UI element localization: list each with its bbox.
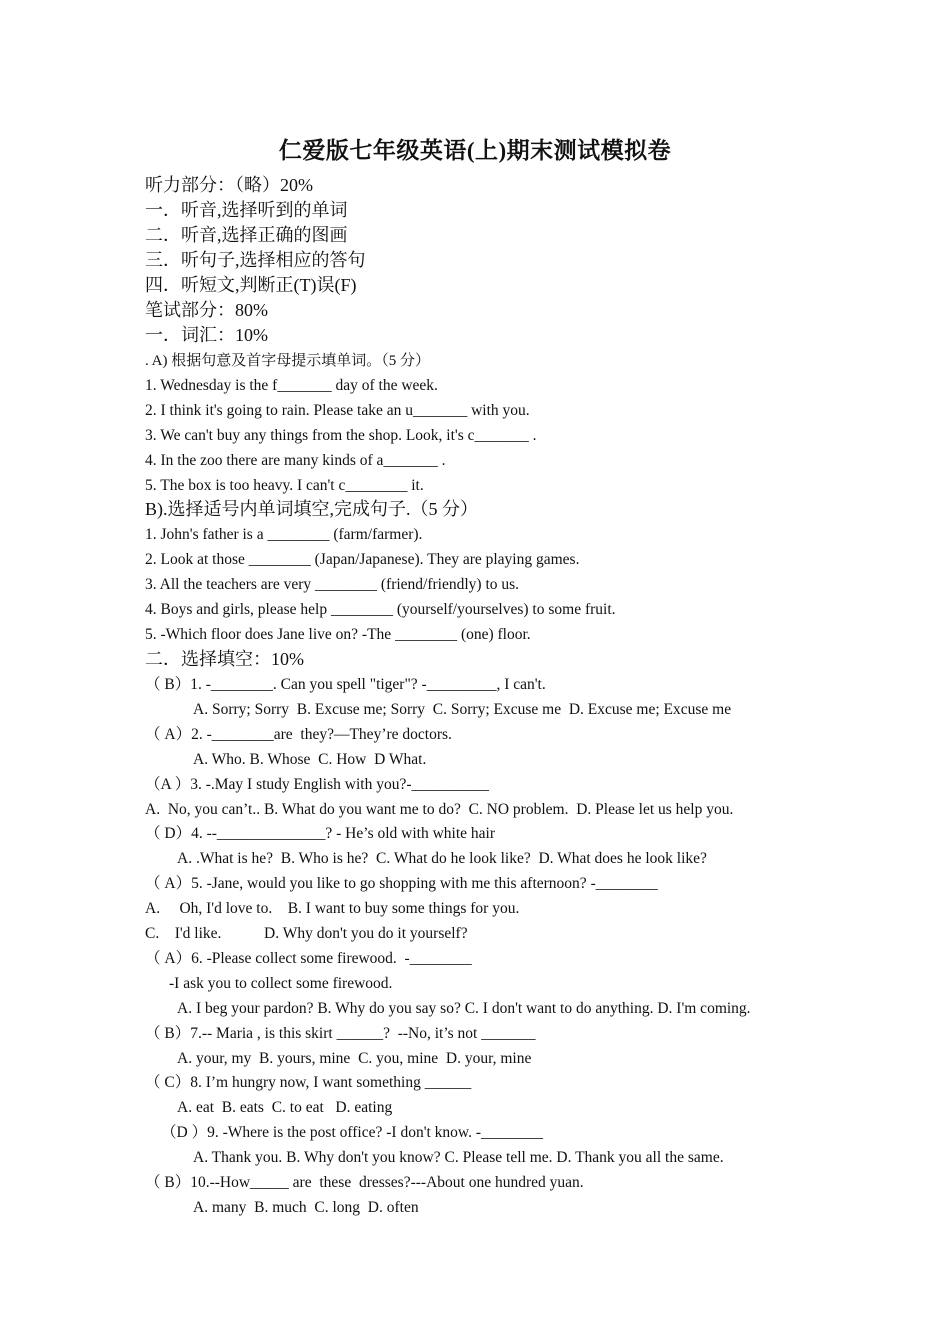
vocab-a-item: 2. I think it's going to rain. Please take an u_______ with you. bbox=[145, 402, 530, 419]
choice-question: （ A）6. -Please collect some firewood. -________ bbox=[145, 950, 472, 967]
choice-options: A. No, you can’t.. B. What do you want me to do? C. NO problem. D. Please let us help you. bbox=[145, 801, 734, 818]
section-listening: 听力部分：（略）20% bbox=[145, 175, 313, 195]
choice-question-line: -I ask you to collect some firewood. bbox=[169, 975, 393, 992]
listening-part-2: 二．听音,选择正确的图画 bbox=[145, 225, 348, 245]
vocab-a-instructions: . A) 根据句意及首字母提示填单词。（5 分） bbox=[145, 353, 431, 369]
vocab-b-item: 1. John's father is a ________ (farm/farmer). bbox=[145, 526, 423, 543]
vocab-b-item: 4. Boys and girls, please help ________ (yourself/yourselves) to some fruit. bbox=[145, 601, 616, 618]
vocab-b-instructions: B).选择适号内单词填空,完成句子.（5 分） bbox=[145, 499, 478, 519]
choice-question: （ B）7.-- Maria , is this skirt ______? --No, it’s not _______ bbox=[145, 1025, 536, 1042]
vocab-a-item: 1. Wednesday is the f_______ day of the week. bbox=[145, 377, 438, 394]
choice-question: （D ）9. -Where is the post office? -I don't know. -________ bbox=[161, 1124, 544, 1141]
vocab-heading: 一．词汇：10% bbox=[145, 325, 268, 345]
vocab-a-item: 4. In the zoo there are many kinds of a_______ . bbox=[145, 452, 446, 469]
document-title: 仁爱版七年级英语(上)期末测试模拟卷 bbox=[278, 138, 672, 163]
choice-question: （ D）4. --______________? - He’s old with white hair bbox=[145, 825, 495, 842]
choice-question: （ B）10.--How_____ are these dresses?---About one hundred yuan. bbox=[145, 1174, 584, 1191]
choice-options: A. Sorry; Sorry B. Excuse me; Sorry C. Sorry; Excuse me D. Excuse me; Excuse me bbox=[193, 701, 732, 718]
choice-options: A. Who. B. Whose C. How D What. bbox=[193, 751, 427, 768]
choice-options: A. I beg your pardon? B. Why do you say so? C. I don't want to do anything. D. I'm coming. bbox=[177, 1000, 751, 1017]
vocab-b-item: 2. Look at those ________ (Japan/Japanese). They are playing games. bbox=[145, 551, 580, 568]
listening-part-4: 四．听短文,判断正(T)误(F) bbox=[145, 275, 357, 295]
section-written: 笔试部分：80% bbox=[145, 300, 268, 320]
choice-options: A. Thank you. B. Why don't you know? C. Please tell me. D. Thank you all the same. bbox=[193, 1149, 724, 1166]
choice-question: （ A）2. -________are they?—They’re doctors. bbox=[145, 726, 452, 743]
choice-options: C. I'd like. D. Why don't you do it yourself? bbox=[145, 925, 468, 942]
vocab-a-item: 5. The box is too heavy. I can't c________ it. bbox=[145, 477, 424, 494]
choice-options: A. Oh, I'd love to. B. I want to buy some things for you. bbox=[145, 900, 520, 917]
choice-heading: 二．选择填空：10% bbox=[145, 649, 304, 669]
choice-options: A. eat B. eats C. to eat D. eating bbox=[177, 1099, 393, 1116]
choice-options: A. many B. much C. long D. often bbox=[193, 1199, 419, 1216]
vocab-b-item: 3. All the teachers are very ________ (friend/friendly) to us. bbox=[145, 576, 520, 593]
choice-options: A. .What is he? B. Who is he? C. What do he look like? D. What does he look like? bbox=[177, 850, 707, 867]
choice-options: A. your, my B. yours, mine C. you, mine D. your, mine bbox=[177, 1050, 532, 1067]
listening-part-3: 三．听句子,选择相应的答句 bbox=[145, 250, 366, 270]
choice-question: （ B）1. -________. Can you spell "tiger"? -_________, I can't. bbox=[145, 676, 546, 693]
choice-question: （A ）3. -.May I study English with you?-__________ bbox=[145, 776, 489, 793]
vocab-a-item: 3. We can't buy any things from the shop. Look, it's c_______ . bbox=[145, 427, 537, 444]
choice-question: （ C）8. I’m hungry now, I want something ______ bbox=[145, 1074, 472, 1091]
choice-question: （ A）5. -Jane, would you like to go shopping with me this afternoon? -________ bbox=[145, 875, 658, 892]
listening-part-1: 一．听音,选择听到的单词 bbox=[145, 200, 348, 220]
vocab-b-item: 5. -Which floor does Jane live on? -The ________ (one) floor. bbox=[145, 626, 531, 643]
